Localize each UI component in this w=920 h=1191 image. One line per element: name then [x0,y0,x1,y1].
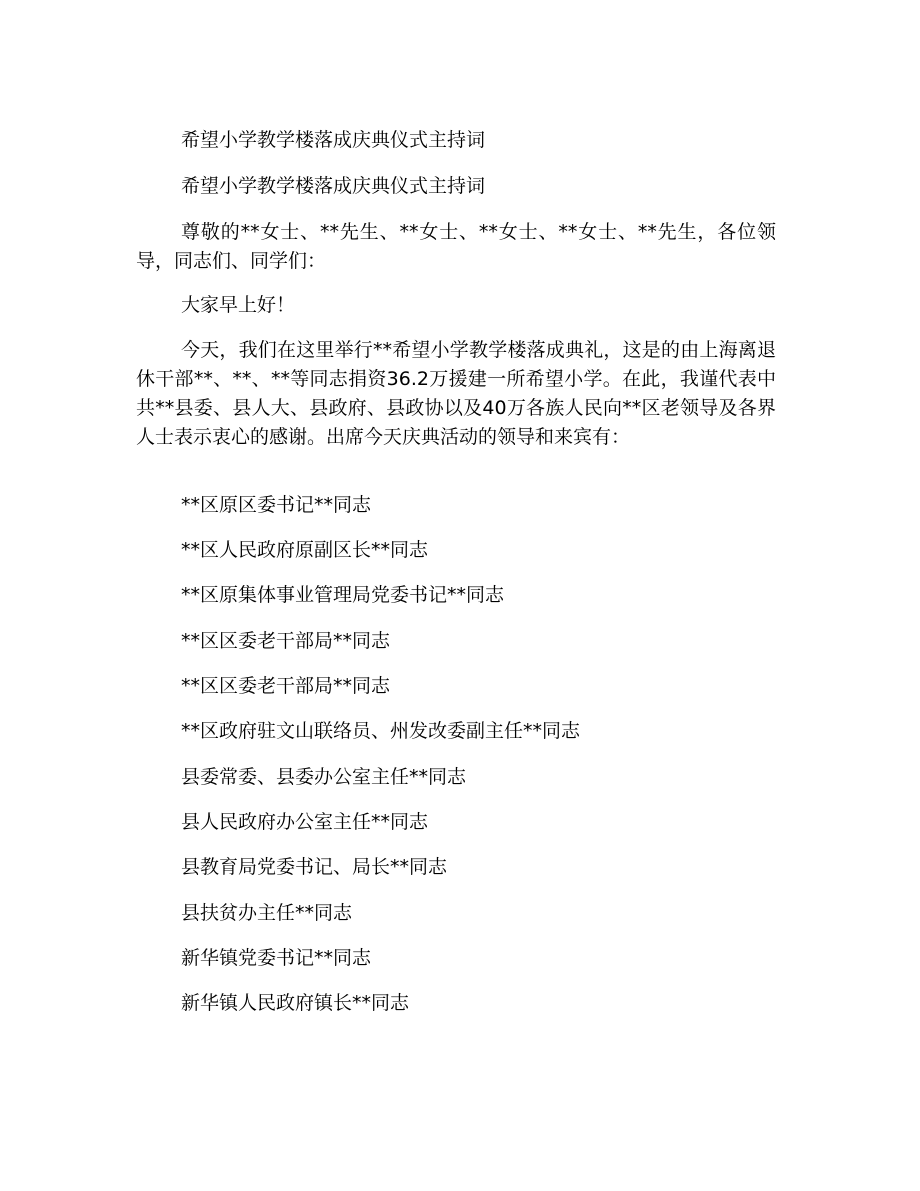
guest-list-item: 县人民政府办公室主任**同志 [181,811,429,833]
guest-list-item: 新华镇党委书记**同志 [181,947,372,969]
document-subtitle: 希望小学教学楼落成庆典仪式主持词 [181,175,486,197]
guest-list-item: 县扶贫办主任**同志 [181,902,353,924]
guest-list-item: 新华镇人民政府镇长**同志 [181,992,410,1014]
guest-list-item: **区政府驻文山联络员、州发改委副主任**同志 [181,720,581,742]
guest-list-item: **区原区委书记**同志 [181,494,372,516]
salutation-paragraph: 尊敬的**女士、**先生、**女士、**女士、**女士、**先生，各位领导，同志们、同学们： [136,221,776,272]
guest-list-item: **区区委老干部局**同志 [181,675,391,697]
guest-list-item: **区原集体事业管理局党委书记**同志 [181,584,505,606]
greeting-line: 大家早上好！ [181,294,296,316]
intro-paragraph: 今天，我们在这里举行**希望小学教学楼落成典礼，这是的由上海离退休干部**、**、**等同志捐资36.2万援建一所希望小学。在此，我谨代表中共**县委、县人大、县政府、县政协以及40万各族人民向**区老领导及各界人士表示衷心的感谢。出席今天庆典活动的领导和来宾有： [136,339,776,448]
guest-list-item: **区区委老干部局**同志 [181,630,391,652]
document-title: 希望小学教学楼落成庆典仪式主持词 [181,129,486,151]
guest-list-item: 县教育局党委书记、局长**同志 [181,856,448,878]
guest-list-item: 县委常委、县委办公室主任**同志 [181,766,467,788]
guest-list-item: **区人民政府原副区长**同志 [181,539,429,561]
